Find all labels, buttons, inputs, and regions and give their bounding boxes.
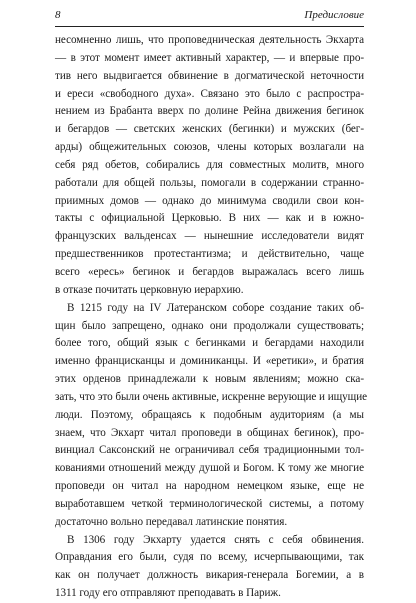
text-line: выработавшем четкой терминологической системы, а потому [55,497,364,510]
text-line: Оправдания его были, судя по всему, исчерпывающими, так [55,551,364,564]
text-line: тив него выдвигается обвинение в догматической неточности [55,69,364,82]
text-line: всего «ересь» бегинок и бегардов выражалась всего лишь [55,265,364,278]
text-line: как он получает должность викария-генерала Богемии, а в [55,569,364,582]
text-line: арды) общежительных союзов, члены которых возлагали на [55,141,364,154]
text-line: В 1215 году на IV Латеранском соборе создание таких об- [67,301,364,314]
text-line: предшественников протестантизма; и действительно, чаще [55,248,364,261]
text-line: знаем, что Экхарт читал проповеди в общинах бегинок), про- [55,426,364,439]
text-line: более того, общий язык с бегинками и бегардами находили [55,337,364,350]
text-line: нением из Брабанта вверх по долине Рейна движения бегинок [55,105,364,118]
text-line: проповеди он читал на народном немецком языке, еще не [55,480,364,493]
text-line: 1311 году его отправляют преподавать в Париж. [55,587,281,600]
running-header [55,8,364,27]
text-line: В 1306 году Экхарту удается снять с себя обвинения. [67,533,364,546]
body-text [55,32,368,603]
text-line: в отказе почитать церковную иерархию. [55,283,244,296]
text-line: достаточно вольно передавал латинские понятия. [55,515,288,528]
text-line: щин было запрещено, однако они продолжали существовать; [55,319,364,332]
paragraph [55,300,368,532]
text-line: несомненно лишь, что проповедническая деятельность Экхарта [55,34,364,46]
text-line: этих орденов принадлежали к новым явлениям; можно ска- [55,373,364,386]
text-line: такты с официальной Церковью. В них — как и в южно- [55,212,364,225]
text-line: люди. Поэтому, обращаясь к подобным аудиториям (а мы [55,408,364,421]
text-line: именно францисканцы и доминиканцы. И «еретики», и братия [55,355,364,368]
text-line: работали для общей пользы, помогали в содержании странно- [55,176,364,189]
text-line: себя ряд обетов, собирались для совместных молитв, много [55,158,364,171]
text-line: кованиями отношений между душой и Богом. К тому же многие [55,462,364,475]
text-line: винциал Саксонский не ограничивал себя традиционными тол- [55,444,364,457]
paragraph [55,32,364,300]
text-line: и бегардов — светских женских (бегинки) и мужских (бег- [55,123,364,136]
text-line: — в этот момент имеет активный характер, — и впервые про- [55,51,364,64]
text-line: зать, что это были очень активные, искренне верующие и ищущие [55,390,368,403]
text-line: приимных домов — однако до минимума сводили свои кон- [55,194,364,207]
text-line: французских вальденсах — нынешние исследователи видят [55,230,364,243]
paragraph [55,532,364,603]
running-title: Предисловие [304,9,364,21]
page-number: 8 [55,9,61,21]
text-line: и ереси «свободного духа». Связано это было с распростра- [55,87,364,100]
